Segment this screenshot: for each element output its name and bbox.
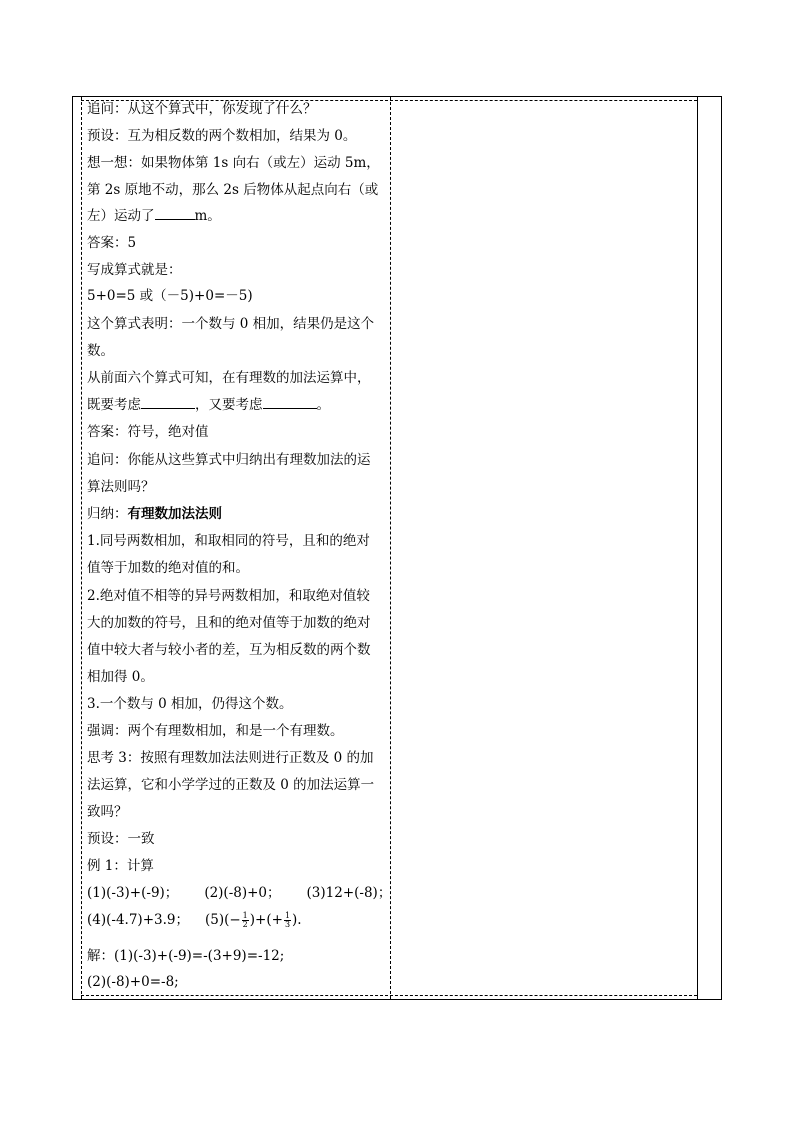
fraction-denominator: 2 — [242, 920, 248, 929]
fraction-denominator: 3 — [284, 920, 291, 929]
left-dashed-border — [81, 97, 82, 999]
text-line: 值中较大者与较小者的差，互为相反数的两个数 — [87, 642, 371, 658]
middle-dashed-divider — [390, 97, 391, 999]
lesson-table — [72, 96, 722, 1000]
text-segment: 。 — [316, 397, 330, 413]
text-line: 答案：符号，绝对值 — [87, 424, 209, 440]
text-line: 相加得 0。 — [87, 669, 154, 685]
expr-5-end: ). — [292, 912, 302, 928]
expr-2: (2)(-8)+0； — [204, 885, 281, 901]
text-line — [87, 505, 222, 523]
text-line: 3.一个数与 0 相加，仍得这个数。 — [87, 696, 293, 712]
fill-blank — [141, 396, 195, 409]
expr-5-start: (5)(− — [204, 912, 241, 928]
text-line: 2.绝对值不相等的异号两数相加，和取绝对值较 — [87, 588, 370, 604]
text-line: 思考 3：按照有理数加法法则进行正数及 0 的加 — [87, 750, 374, 766]
text-segment: m。 — [194, 208, 221, 224]
text-line: 大的加数的符号，且和的绝对值等于加数的绝对 — [87, 615, 371, 631]
text-line: 强调：两个有理数相加，和是一个有理数。 — [87, 723, 344, 739]
text-line: 值等于加数的绝对值的和。 — [87, 560, 249, 576]
text-line: 预设：一致 — [87, 831, 155, 847]
text-line: 写成算式就是： — [87, 262, 182, 278]
fraction-numerator: 1 — [242, 911, 248, 920]
text-line: 法运算，它和小学学过的正数及 0 的加法运算一 — [87, 777, 375, 793]
text-line: 解：(1)(-3)+(-9)=-(3+9)=-12; — [87, 948, 285, 964]
text-line: 数。 — [87, 343, 114, 359]
expr-4: (4)(-4.7)+3.9； — [87, 912, 189, 928]
text-line — [87, 396, 330, 414]
text-line: 例 1：计算 — [87, 858, 154, 874]
text-segment: 归纳： — [87, 506, 128, 522]
fill-blank — [155, 207, 195, 220]
expr-3: (3)12+(-8)； — [306, 885, 392, 901]
text-line: 致吗？ — [87, 804, 128, 820]
text-line: 5+0=5 或（－5)+0=－5) — [87, 288, 253, 304]
text-line: 这个算式表明：一个数与 0 相加，结果仍是这个 — [87, 316, 375, 332]
text-line: 追问：你能从这些算式中归纳出有理数加法的运 — [87, 452, 371, 468]
text-segment: 左）运动了 — [87, 208, 155, 224]
fraction-numerator: 1 — [284, 911, 291, 920]
expr-5-mid: )+(+ — [249, 912, 283, 928]
text-line: 从前面六个算式可知，在有理数的加法运算中， — [87, 370, 371, 386]
text-line: 第 2s 原地不动，那么 2s 后物体从起点向右（或 — [87, 182, 379, 198]
text-segment: 既要考虑 — [87, 397, 141, 413]
bottom-dashed-border — [81, 995, 697, 996]
fraction — [242, 912, 249, 929]
text-line: 追问：从这个算式中，你发现了什么？ — [87, 101, 317, 117]
text-line: (2)(-8)+0=-8; — [87, 974, 179, 990]
text-line: 想一想：如果物体第 1s 向右（或左）运动 5m， — [87, 155, 380, 171]
rule-heading: 有理数加法法则 — [127, 506, 222, 522]
text-segment: ，又要考虑 — [195, 397, 263, 413]
fraction — [284, 912, 291, 929]
fill-blank — [263, 396, 317, 409]
text-line: 预设：互为相反数的两个数相加，结果为 0。 — [87, 128, 357, 144]
right-column-divider — [697, 97, 698, 999]
text-line — [87, 911, 302, 929]
expr-1: (1)(-3)+(-9)； — [87, 885, 179, 901]
text-line: 答案：5 — [87, 235, 137, 251]
text-line: 算法则吗？ — [87, 479, 155, 495]
text-line: 1.同号两数相加，和取相同的符号，且和的绝对 — [87, 533, 370, 549]
text-line — [87, 207, 221, 225]
text-line — [87, 884, 391, 902]
